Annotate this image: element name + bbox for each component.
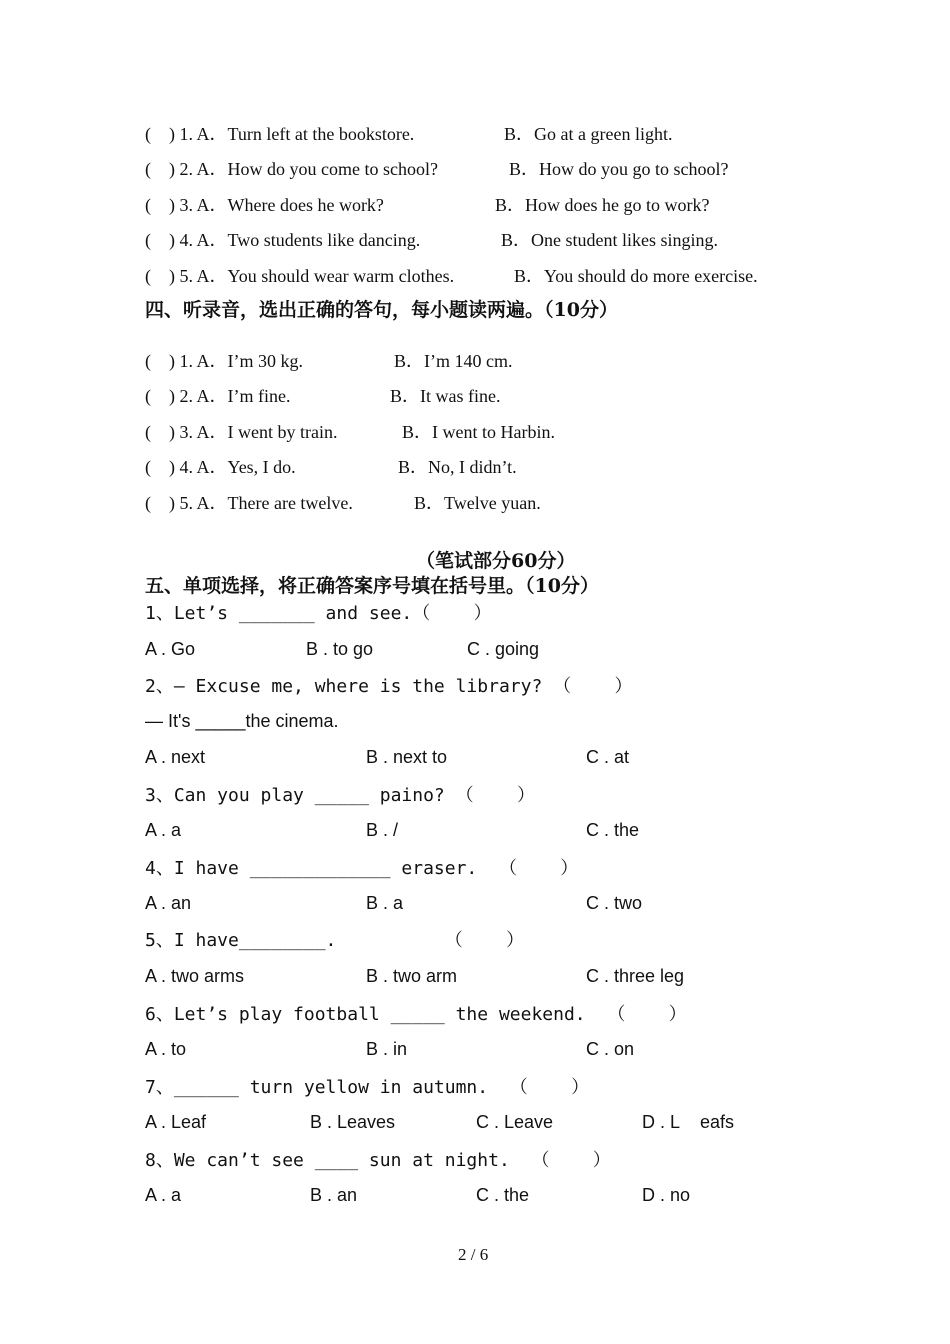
q7-option-c: C . Leave [476, 1112, 554, 1132]
q2-stem: 2、— Excuse me, where is the library? （ ） [145, 676, 633, 697]
q4-option-c: C . two [586, 893, 643, 913]
q1-option-a: A . Go [145, 639, 196, 659]
s4-item-2-b: B．It was fine. [390, 386, 501, 406]
q1-option-b: B . to go [306, 639, 374, 659]
q3-option-c: C . the [586, 820, 640, 840]
q6-stem: 6、Let’s play football _____ the weekend. （ ） [145, 1004, 687, 1025]
q5-stem: 5、I have________. （ ） [145, 930, 525, 951]
q6-option-c: C . on [586, 1039, 635, 1059]
s3-item-5-a: ( ) 5. A．You should wear warm clothes. [145, 266, 455, 286]
s4-item-4-a: ( ) 4. A．Yes, I do. [145, 457, 296, 477]
s4-item-3-a: ( ) 3. A．I went by train. [145, 422, 338, 442]
section4-title: 四、听录音，选出正确的答句，每小题读两遍。（10分） [145, 299, 618, 321]
s4-item-5-a: ( ) 5. A．There are twelve. [145, 493, 353, 513]
q7-stem: 7、______ turn yellow in autumn. （ ） [145, 1077, 590, 1098]
s3-item-4-b: B．One student likes singing. [501, 230, 718, 250]
q8-stem: 8、We can’t see ____ sun at night. （ ） [145, 1150, 611, 1171]
written-part-title: （笔试部分60分） [416, 550, 576, 572]
s4-item-1-b: B．I’m 140 cm. [394, 351, 513, 371]
q7-option-b: B . Leaves [310, 1112, 396, 1132]
s3-item-5-b: B．You should do more exercise. [514, 266, 758, 286]
q5-option-a: A . two arms [145, 966, 245, 986]
q8-option-a: A . a [145, 1185, 182, 1205]
q1-option-c: C . going [467, 639, 540, 659]
s4-item-3-b: B．I went to Harbin. [402, 422, 555, 442]
q3-stem: 3、Can you play _____ paino? （ ） [145, 785, 535, 806]
s3-item-1-a: ( ) 1. A．Turn left at the bookstore. [145, 124, 415, 144]
q4-stem: 4、I have _____________ eraser. （ ） [145, 858, 579, 879]
q3-option-b: B . / [366, 820, 399, 840]
s4-item-1-a: ( ) 1. A．I’m 30 kg. [145, 351, 303, 371]
s3-item-2-a: ( ) 2. A．How do you come to school? [145, 159, 438, 179]
s3-item-2-b: B．How do you go to school? [509, 159, 729, 179]
q5-option-b: B . two arm [366, 966, 458, 986]
s4-item-2-a: ( ) 2. A．I’m fine. [145, 386, 291, 406]
page-number: 2 / 6 [458, 1245, 489, 1264]
s3-item-3-b: B．How does he go to work? [495, 195, 710, 215]
q1-stem: 1、Let’s _______ and see.（ ） [145, 603, 492, 624]
s4-item-4-b: B．No, I didn’t. [398, 457, 517, 477]
q8-option-c: C . the [476, 1185, 530, 1205]
q2-option-c: C . at [586, 747, 630, 767]
q4-option-b: B . a [366, 893, 404, 913]
q7-option-a: A . Leaf [145, 1112, 207, 1132]
q6-option-a: A . to [145, 1039, 187, 1059]
q2-stem-reply: — It's _____the cinema. [145, 711, 339, 731]
q8-option-b: B . an [310, 1185, 358, 1205]
q5-option-c: C . three leg [586, 966, 685, 986]
q2-option-a: A . next [145, 747, 206, 767]
s3-item-1-b: B．Go at a green light. [504, 124, 673, 144]
section5-title: 五、单项选择，将正确答案序号填在括号里。（10分） [145, 575, 599, 597]
q7-option-d: D . L eafs [642, 1112, 735, 1132]
q6-option-b: B . in [366, 1039, 408, 1059]
q2-option-b: B . next to [366, 747, 448, 767]
s4-item-5-b: B．Twelve yuan. [414, 493, 541, 513]
s3-item-3-a: ( ) 3. A．Where does he work? [145, 195, 384, 215]
s3-item-4-a: ( ) 4. A．Two students like dancing. [145, 230, 421, 250]
q8-option-d: D . no [642, 1185, 691, 1205]
q4-option-a: A . an [145, 893, 192, 913]
q3-option-a: A . a [145, 820, 182, 840]
